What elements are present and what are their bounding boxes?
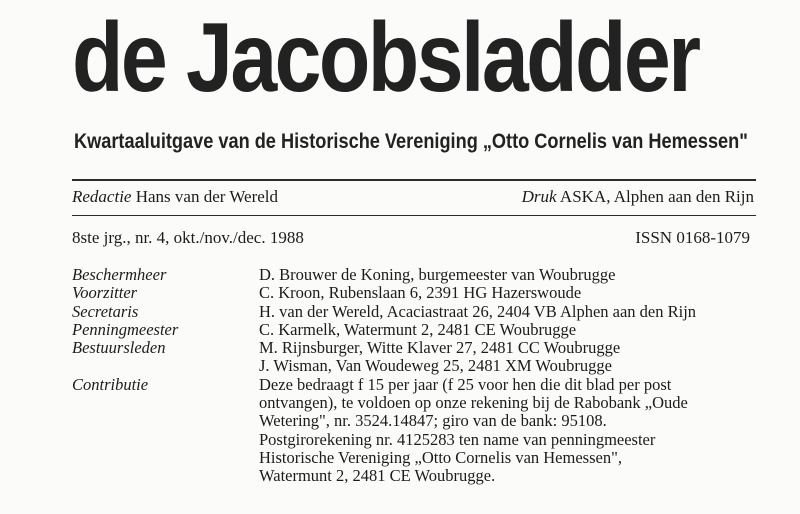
issue-info: 8ste jrg., nr. 4, okt./nov./dec. 1988 <box>72 228 304 247</box>
role-label: Bestuursleden <box>72 338 166 358</box>
printer-name: ASKA, Alphen aan den Rijn <box>559 187 754 206</box>
issn: ISSN 0168-1079 <box>635 228 750 247</box>
printer-credit <box>522 187 754 207</box>
masthead-subtitle: Kwartaaluitgave van de Historische Vereniging „Otto Cornelis van Hemessen" <box>74 130 748 153</box>
role-value: C. Kroon, Rubenslaan 6, 2391 HG Hazerswoude <box>259 283 582 303</box>
role-label: Voorzitter <box>72 283 138 303</box>
printer-label: Druk <box>521 187 557 206</box>
divider-thin <box>72 215 756 216</box>
editor-label: Redactie <box>72 187 132 206</box>
role-label-spacer <box>72 357 178 375</box>
role-value: J. Wisman, Van Woudeweg 25, 2481 XM Woubrugge <box>259 356 612 376</box>
role-value: M. Rijnsburger, Witte Klaver 27, 2481 CC Woubrugge <box>259 338 621 358</box>
contributie-line: Postgirorekening nr. 4125283 ten name van penningmeester <box>259 429 656 449</box>
contributie-line: ontvangen), te voldoen op onze rekening bij de Rabobank „Oude <box>259 393 688 413</box>
contributie-line: Deze bedraagt f 15 per jaar (f 25 voor hen die dit blad per post <box>259 374 672 394</box>
contributie-label: Contributie <box>72 374 149 394</box>
masthead-title: de Jacobsladder <box>72 2 699 112</box>
contributie-line: Watermunt 2, 2481 CE Woubrugge. <box>259 466 496 486</box>
role-label: Penningmeester <box>72 319 179 339</box>
role-label: Beschermheer <box>72 265 167 284</box>
role-value: D. Brouwer de Koning, burgemeester van Woubrugge <box>259 265 616 284</box>
role-value: C. Karmelk, Watermunt 2, 2481 CE Woubrugge <box>259 319 577 339</box>
contributie-line: Wetering", nr. 3524.14847; giro van de bank: 95108. <box>259 411 607 431</box>
contributie-line: Historische Vereniging „Otto Cornelis van Hemessen", <box>259 447 622 467</box>
role-label: Secretaris <box>72 301 139 321</box>
divider-thick <box>72 179 756 181</box>
role-values <box>259 266 696 486</box>
editor-name: Hans van der Wereld <box>135 187 279 206</box>
role-value: H. van der Wereld, Acaciastraat 26, 2404 VB Alphen aan den Rijn <box>259 301 697 321</box>
role-labels <box>72 266 178 394</box>
editor-credit <box>72 187 278 207</box>
